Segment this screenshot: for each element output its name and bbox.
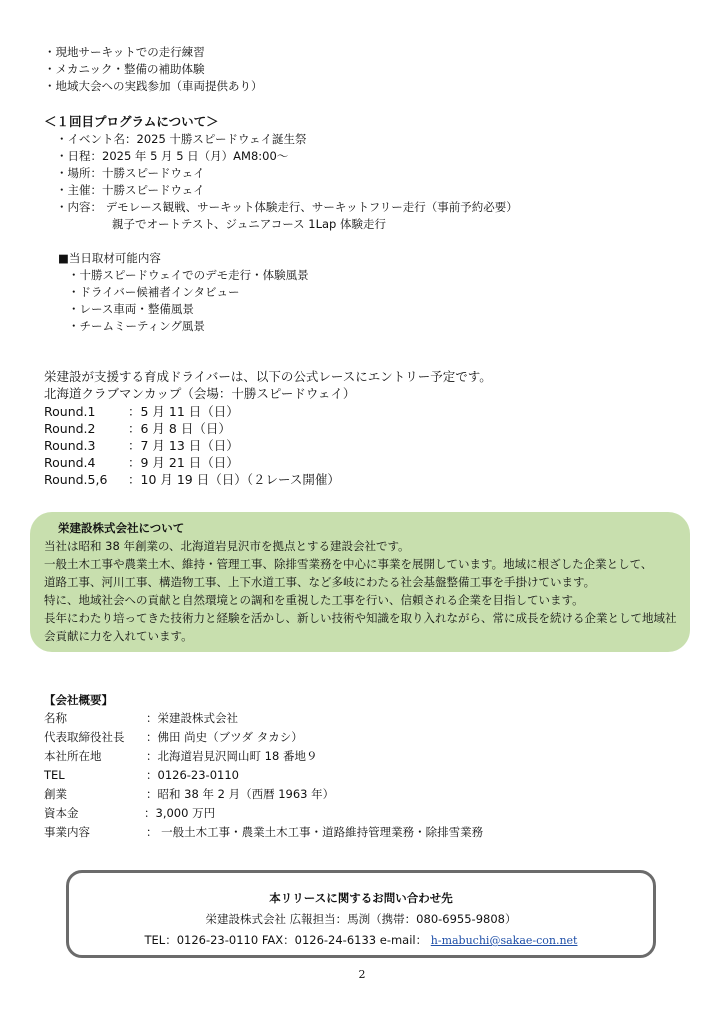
round-label: Round.4 [44,455,96,470]
round-label: Round.5,6 [44,472,108,487]
intro-bullet-2: ・メカニック・整備の補助体験 [44,62,205,76]
intro-bullet-3: ・地域大会への実践参加（車両提供あり） [44,79,263,93]
overview-label: 代表取締役社長 [44,730,125,744]
round-label: Round.1 [44,404,96,419]
contact-title: 本リリースに関するお問い合わせ先 [269,891,453,905]
overview-row [44,786,335,802]
about-line: 長年にわたり培ってきた技術力と経験を活かし、新しい技術や知識を取り入れながら、常に成長を続ける企業として地域社 [44,611,677,625]
page-number: 2 [358,968,366,981]
about-company-box [30,512,690,652]
contact-tel-line [69,932,653,949]
contact-person: 栄建設株式会社 広報担当：馬渕（携帯：080-6955-9808） [205,912,517,926]
overview-row [44,710,238,726]
intro-bullet-1: ・現地サーキットでの走行練習 [44,45,205,59]
overview-row [44,729,303,745]
about-line: 一般土木工事や農業土木、維持・管理工事、除排雪業務を中心に事業を展開しています。地域に根ざした企業として、 [44,557,653,571]
about-line: 当社は昭和 38 年創業の、北海道岩見沢市を拠点とする建設会社です。 [44,539,410,553]
about-heading: 栄建設株式会社について [58,521,185,535]
overview-row [44,824,484,840]
round-label: Round.2 [44,421,96,436]
overview-value: ：栄建設株式会社 [146,711,238,725]
round-label: Round.3 [44,438,96,453]
contact-email-link[interactable]: h-mabuchi@sakae-con.net [430,934,578,947]
round-date: ：7 月 13 日（日） [128,438,239,453]
overview-heading: 【会社概要】 [44,693,113,707]
program-item-content: ・内容： デモレース観戦、サーキット体験走行、サーキットフリー走行（事前予約必要） [56,200,518,214]
round-date: ：6 月 8 日（日） [128,421,231,436]
races-intro: 栄建設が支援する育成ドライバーは、以下の公式レースにエントリー予定です。 [44,369,492,384]
overview-label: 事業内容 [44,825,90,839]
round-date: ：9 月 21 日（日） [128,455,239,470]
coverage-item: ・チームミーティング風景 [68,319,205,333]
program-item-date: ・日程：2025 年 5 月 5 日（月）AM8:00～ [56,149,289,163]
contact-tel-fax: TEL：0126-23-0110 FAX：0126-24-6133 e-mail： [144,933,428,947]
overview-label: 名称 [44,711,67,725]
round-date: ：5 月 11 日（日） [128,404,239,419]
about-line: 会貢献に力を入れています。 [44,629,193,643]
overview-label: 本社所在地 [44,749,102,763]
coverage-heading: ■当日取材可能内容 [58,251,161,265]
overview-row [44,767,239,783]
overview-row [44,805,216,821]
overview-value: ：北海道岩見沢岡山町 18 番地９ [146,749,318,763]
coverage-item: ・ドライバー候補者インタビュー [68,285,240,299]
coverage-item: ・十勝スピードウェイでのデモ走行・体験風景 [68,268,309,282]
program-item-content-cont: 親子でオートテスト、ジュニアコース 1Lap 体験走行 [112,217,387,231]
overview-label: TEL [44,768,65,782]
program-item-organizer: ・主催：十勝スピードウェイ [56,183,205,197]
overview-label: 創業 [44,787,67,801]
overview-value: ：3,000 万円 [144,806,216,820]
program-item-event: ・イベント名：2025 十勝スピードウェイ誕生祭 [56,132,307,146]
program-item-place: ・場所：十勝スピードウェイ [56,166,205,180]
overview-value: ： 一般土木工事・農業土木工事・道路維持管理業務・除排雪業務 [146,825,484,839]
overview-value: ：佛田 尚史（ブツダ タカシ） [146,730,303,744]
coverage-item: ・レース車両・整備風景 [68,302,194,316]
overview-value: ：昭和 38 年 2 月（西暦 1963 年） [146,787,335,801]
overview-row [44,748,318,764]
contact-box [66,870,656,958]
round-date: ：10 月 19 日（日）（２レース開催） [128,472,340,487]
races-series: 北海道クラブマンカップ（会場：十勝スピードウェイ） [44,386,356,401]
overview-label: 資本金 [44,806,79,820]
about-line: 特に、地域社会への貢献と自然環境との調和を重視した工事を行い、信頼される企業を目指しています。 [44,593,584,607]
overview-value: ：0126-23-0110 [146,768,239,782]
about-line: 道路工事、河川工事、構造物工事、上下水道工事、など多岐にわたる社会基盤整備工事を手掛けています。 [44,575,596,589]
program-heading: ＜１回目プログラムについて＞ [44,114,219,129]
